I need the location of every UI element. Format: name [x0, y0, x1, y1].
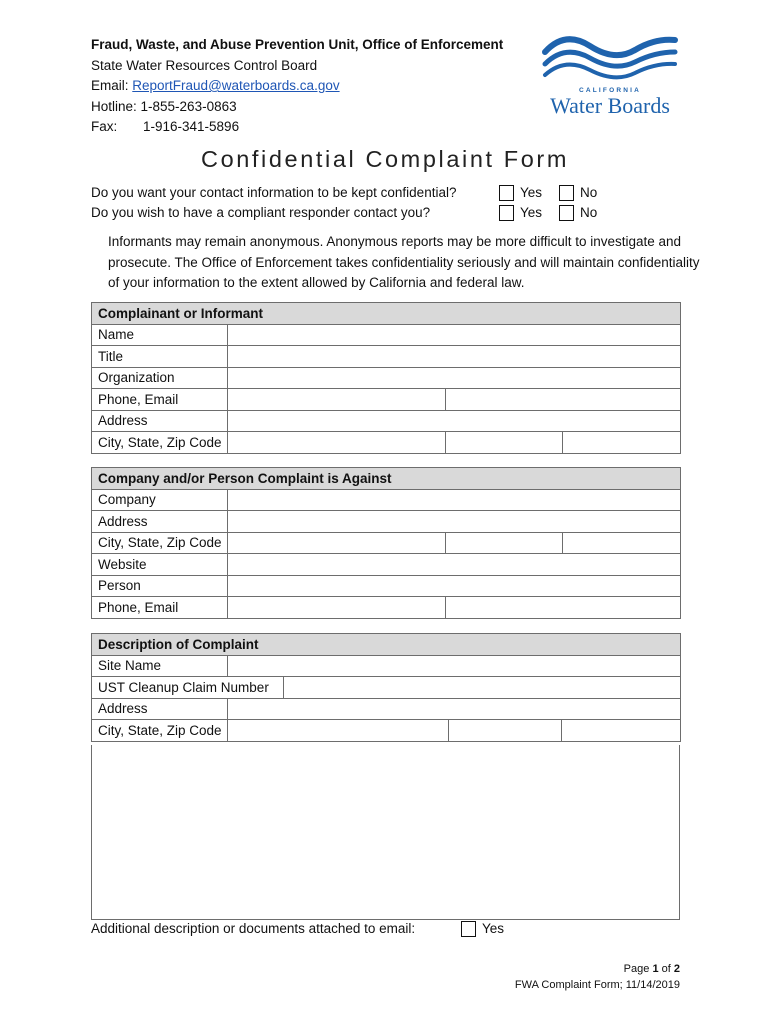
attachment-yes-checkbox[interactable] — [461, 921, 476, 937]
against-heading: Company and/or Person Complaint is Against — [92, 468, 681, 490]
field-label: Name — [92, 324, 228, 346]
complainant-title-field[interactable] — [228, 346, 681, 368]
against-table — [91, 467, 681, 619]
claim-number-field[interactable] — [284, 677, 681, 699]
against-company-field[interactable] — [228, 489, 681, 511]
against-state-field[interactable] — [446, 532, 563, 554]
confidential-yes-label: Yes — [520, 185, 543, 200]
field-label: Person — [92, 575, 228, 597]
page-current: 1 — [652, 963, 659, 975]
page-label: Page — [623, 963, 650, 975]
site-city-field[interactable] — [228, 720, 449, 742]
logo-name-text: Water Boards — [550, 93, 670, 118]
field-label: UST Cleanup Claim Number — [92, 677, 284, 699]
anonymity-note: Informants may remain anonymous. Anonymous reports may be more difficult to investigate and prosecute. The Office of Enforcement takes confidentiality seriously and will maintain confidentiality of your information to the extent allowed by California and federal law. — [108, 234, 700, 291]
page-number — [624, 963, 680, 975]
against-city-field[interactable] — [228, 532, 446, 554]
field-label: Address — [92, 410, 228, 432]
against-address-field[interactable] — [228, 511, 681, 533]
field-label: Site Name — [92, 655, 228, 677]
field-label: City, State, Zip Code — [92, 532, 228, 554]
complainant-city-field[interactable] — [228, 432, 446, 454]
description-heading: Description of Complaint — [92, 634, 681, 656]
site-state-field[interactable] — [449, 720, 562, 742]
attachment-question: Additional description or documents attached to email: — [91, 921, 416, 936]
hotline-line: Hotline: 1-855-263-0863 — [91, 98, 237, 114]
complainant-table — [91, 302, 681, 454]
complainant-organization-field[interactable] — [228, 367, 681, 389]
complaint-description-textarea[interactable] — [91, 745, 680, 920]
site-name-field[interactable] — [228, 655, 681, 677]
field-label: Address — [92, 698, 228, 720]
form-title: Confidential Complaint Form — [201, 146, 569, 172]
description-table — [91, 633, 681, 742]
complainant-name-field[interactable] — [228, 324, 681, 346]
fax-label: Fax: — [91, 119, 118, 134]
field-label: Company — [92, 489, 228, 511]
form-id: FWA Complaint Form; 11/14/2019 — [514, 979, 680, 991]
confidential-yes-checkbox[interactable] — [499, 185, 514, 201]
complainant-email-field[interactable] — [446, 389, 681, 411]
confidential-no-label: No — [580, 185, 598, 200]
field-label: Title — [92, 346, 228, 368]
complainant-state-field[interactable] — [446, 432, 563, 454]
contact-header — [91, 35, 503, 138]
field-label: City, State, Zip Code — [92, 432, 228, 454]
field-label: Phone, Email — [92, 597, 228, 619]
complainant-heading: Complainant or Informant — [92, 303, 681, 325]
field-label: Organization — [92, 367, 228, 389]
page-total: 2 — [673, 963, 680, 975]
complainant-zip-field[interactable] — [563, 432, 681, 454]
contact-no-checkbox[interactable] — [559, 205, 574, 221]
email-label: Email: — [91, 78, 129, 93]
complainant-phone-field[interactable] — [228, 389, 446, 411]
site-zip-field[interactable] — [562, 720, 681, 742]
email-link[interactable]: ReportFraud@waterboards.ca.gov — [132, 78, 340, 93]
complainant-address-field[interactable] — [228, 410, 681, 432]
attachment-yes-label: Yes — [482, 921, 505, 936]
contact-no-label: No — [580, 205, 598, 220]
field-label: City, State, Zip Code — [92, 720, 228, 742]
field-label: Phone, Email — [92, 389, 228, 411]
against-phone-field[interactable] — [228, 597, 446, 619]
contact-yes-label: Yes — [520, 205, 543, 220]
site-address-field[interactable] — [228, 698, 681, 720]
fax-line — [91, 117, 503, 138]
against-zip-field[interactable] — [563, 532, 681, 554]
fax-number: 1-916-341-5896 — [143, 119, 240, 134]
email-line — [91, 76, 503, 97]
confidential-no-checkbox[interactable] — [559, 185, 574, 201]
question-confidential: Do you want your contact information to be kept confidential? — [91, 185, 457, 200]
water-boards-logo — [540, 32, 680, 122]
against-website-field[interactable] — [228, 554, 681, 576]
question-contact: Do you wish to have a compliant responder contact you? — [91, 205, 431, 220]
field-label: Website — [92, 554, 228, 576]
against-person-field[interactable] — [228, 575, 681, 597]
contact-yes-checkbox[interactable] — [499, 205, 514, 221]
unit-name: Fraud, Waste, and Abuse Prevention Unit, Office of Enforcement — [91, 37, 504, 52]
field-label: Address — [92, 511, 228, 533]
against-email-field[interactable] — [446, 597, 681, 619]
page-of: of — [661, 963, 671, 975]
logo-state-text: CALIFORNIA — [578, 87, 642, 94]
board-name: State Water Resources Control Board — [91, 57, 318, 73]
